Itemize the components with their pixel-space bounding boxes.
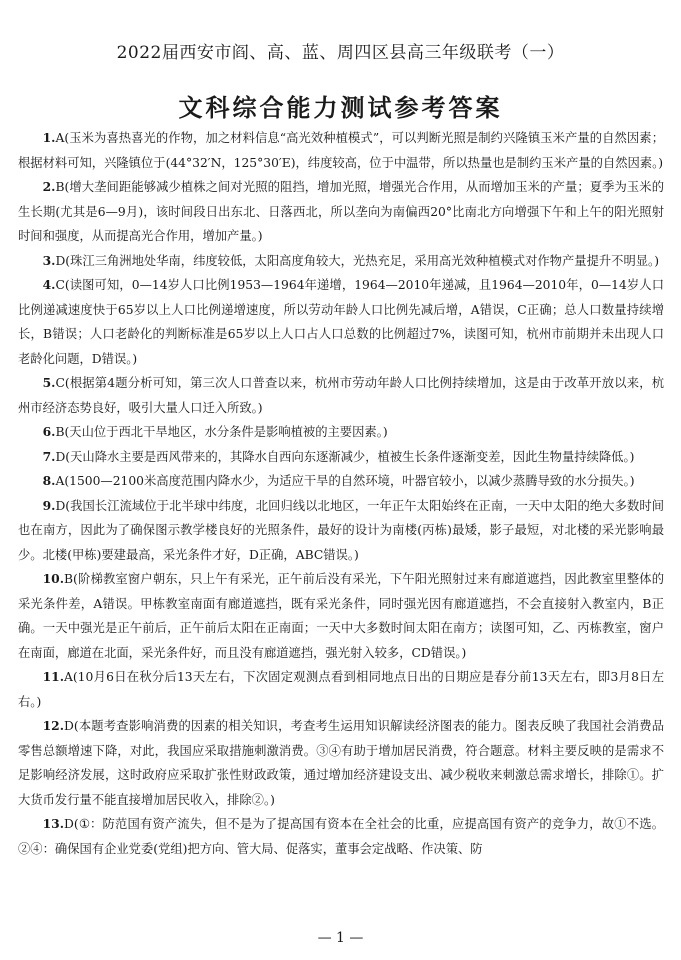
answer-number: 4. <box>42 277 56 292</box>
answer-item <box>18 249 664 274</box>
answer-item <box>18 469 664 494</box>
answer-text: A(玉米为喜热喜光的作物，加之材料信息“高光效种植模式”，可以判断光照是制约兴隆镇玉米产量的自然因素；根据材料可知，兴隆镇位于(44°32′N，125°30′E)，纬度较高，位于中温带，所以热量也是制约玉米产量的自然因素。) <box>18 131 664 170</box>
answer-item <box>18 273 664 371</box>
answer-number: 12. <box>42 718 64 733</box>
document-title: 文科综合能力测试参考答案 <box>178 94 503 122</box>
answer-number: 11. <box>42 669 64 684</box>
answer-text: C(根据第4题分析可知，第三次人口普查以来，杭州市劳动年龄人口比例持续增加，这是由于改革开放以来，杭州市经济态势良好，吸引大量人口迁入所致。) <box>18 376 664 415</box>
answer-number: 5. <box>42 375 56 390</box>
answer-number: 1. <box>42 130 56 145</box>
exam-header: 2022届西安市阎、高、蓝、周四区县高三年级联考（一） <box>116 43 565 63</box>
answer-text: A(10月6日在秋分后13天左右，下次固定观测点看到相同地点日出的日期应是春分前13天左右，即3月8日左右。) <box>18 670 664 709</box>
answer-number: 13. <box>42 816 64 831</box>
answer-item <box>18 714 664 812</box>
answer-item <box>18 494 664 568</box>
answer-item <box>18 371 664 420</box>
answer-text: B(天山位于西北干旱地区，水分条件是影响植被的主要因素。) <box>55 425 388 439</box>
answer-text: D(天山降水主要是西风带来的，其降水自西向东逐渐减少，植被生长条件逐渐变差，因此生物量持续降低。) <box>55 449 635 464</box>
answer-number: 6. <box>42 424 56 439</box>
answer-text: C(读图可知，0—14岁人口比例1953—1964年递增，1964—2010年递减，且1964—2010年，0—14岁人口比例递减速度快于65岁以上人口比例递增速度，所以劳动年龄人口比例先减后增，A错误，C正确；总人口数量持续增长，B错误；人口老龄化的判断标准是65岁以上人口占人口总数的比例超过7%，读图可知，杭州市前期并未出现人口老龄化问题，D错误。) <box>18 278 664 366</box>
page-number: — 1 — <box>317 930 364 946</box>
answer-number: 10. <box>42 571 64 586</box>
answer-text: B(阶梯教室窗户朝东，只上午有采光，正午前后没有采光，下午阳光照射过来有廊道遮挡，因此教室里整体的采光条件差，A错误。甲栋教室南面有廊道遮挡，既有采光条件，同时强光因有廊道遮挡，不会直接射入教室内，B正确。一天中强光是正午前后，正午前后太阳在正南面；一天中大多数时间太阳在南方；读图可知，乙、丙栋教室，窗户在南面，廊道在北面，采光条件好，而且没有廊道遮挡，强光射入较多，CD错误。) <box>18 572 664 660</box>
answer-item <box>18 567 664 665</box>
answer-item <box>18 126 664 175</box>
answer-text: D(①：防范国有资产流失，但不是为了提高国有资本在全社会的比重，应提高国有资产的竞争力，故①不选。②④：确保国有企业党委(党组)把方向、管大局、促落实，董事会定战略、作决策、防 <box>18 817 664 856</box>
answer-item <box>18 812 664 861</box>
answer-text: D(本题考查影响消费的因素的相关知识，考查考生运用知识解读经济图表的能力。图表反映了我国社会消费品零售总额增速下降，对此，我国应采取措施刺激消费。③④有助于增加居民消费，符合题意。材料主要反映的是需求不足影响经济发展，这时政府应采取扩张性财政政策，通过增加经济建设支出、减少税收来刺激总需求增长，排除①。扩大货币发行量不能直接增加居民收入，排除②。) <box>18 719 664 807</box>
answer-item <box>18 420 664 445</box>
answer-number: 7. <box>42 448 56 464</box>
answer-text: B(增大垄间距能够减少植株之间对光照的阻挡，增加光照，增强光合作用，从而增加玉米的产量；夏季为玉米的生长期(尤其是6—9月)，该时间段日出东北、日落西北，所以垄向为南偏西20°比南北方向增强下午和上午的阳光照射时间和强度，从而提高光合作用，增加产量。) <box>18 180 664 243</box>
answer-number: 2. <box>42 179 56 194</box>
answer-list <box>18 126 664 861</box>
answer-text: D(珠江三角洲地处华南，纬度较低，太阳高度角较大，光热充足，采用高光效种植模式对作物产量提升不明显。) <box>55 253 659 268</box>
answer-item <box>18 445 664 470</box>
answer-number: 9. <box>42 497 56 513</box>
answer-text: D(我国长江流域位于北半球中纬度，北回归线以北地区，一年正午太阳始终在正南，一天中太阳的绝大多数时间也在南方，因此为了确保图示教学楼良好的光照条件，最好的设计为南楼(丙栋)最矮，影子最短，对北楼的采光影响最少。北楼(甲栋)要建最高，采光条件才好，D正确，ABC错误。) <box>18 498 664 562</box>
answer-number: 3. <box>42 252 56 268</box>
answer-number: 8. <box>42 473 56 488</box>
answer-item <box>18 665 664 714</box>
answer-text: A(1500—2100米高度范围内降水少，为适应干旱的自然环境，叶器官较小，以减少蒸腾导致的水分损失。) <box>55 474 635 488</box>
answer-item <box>18 175 664 249</box>
